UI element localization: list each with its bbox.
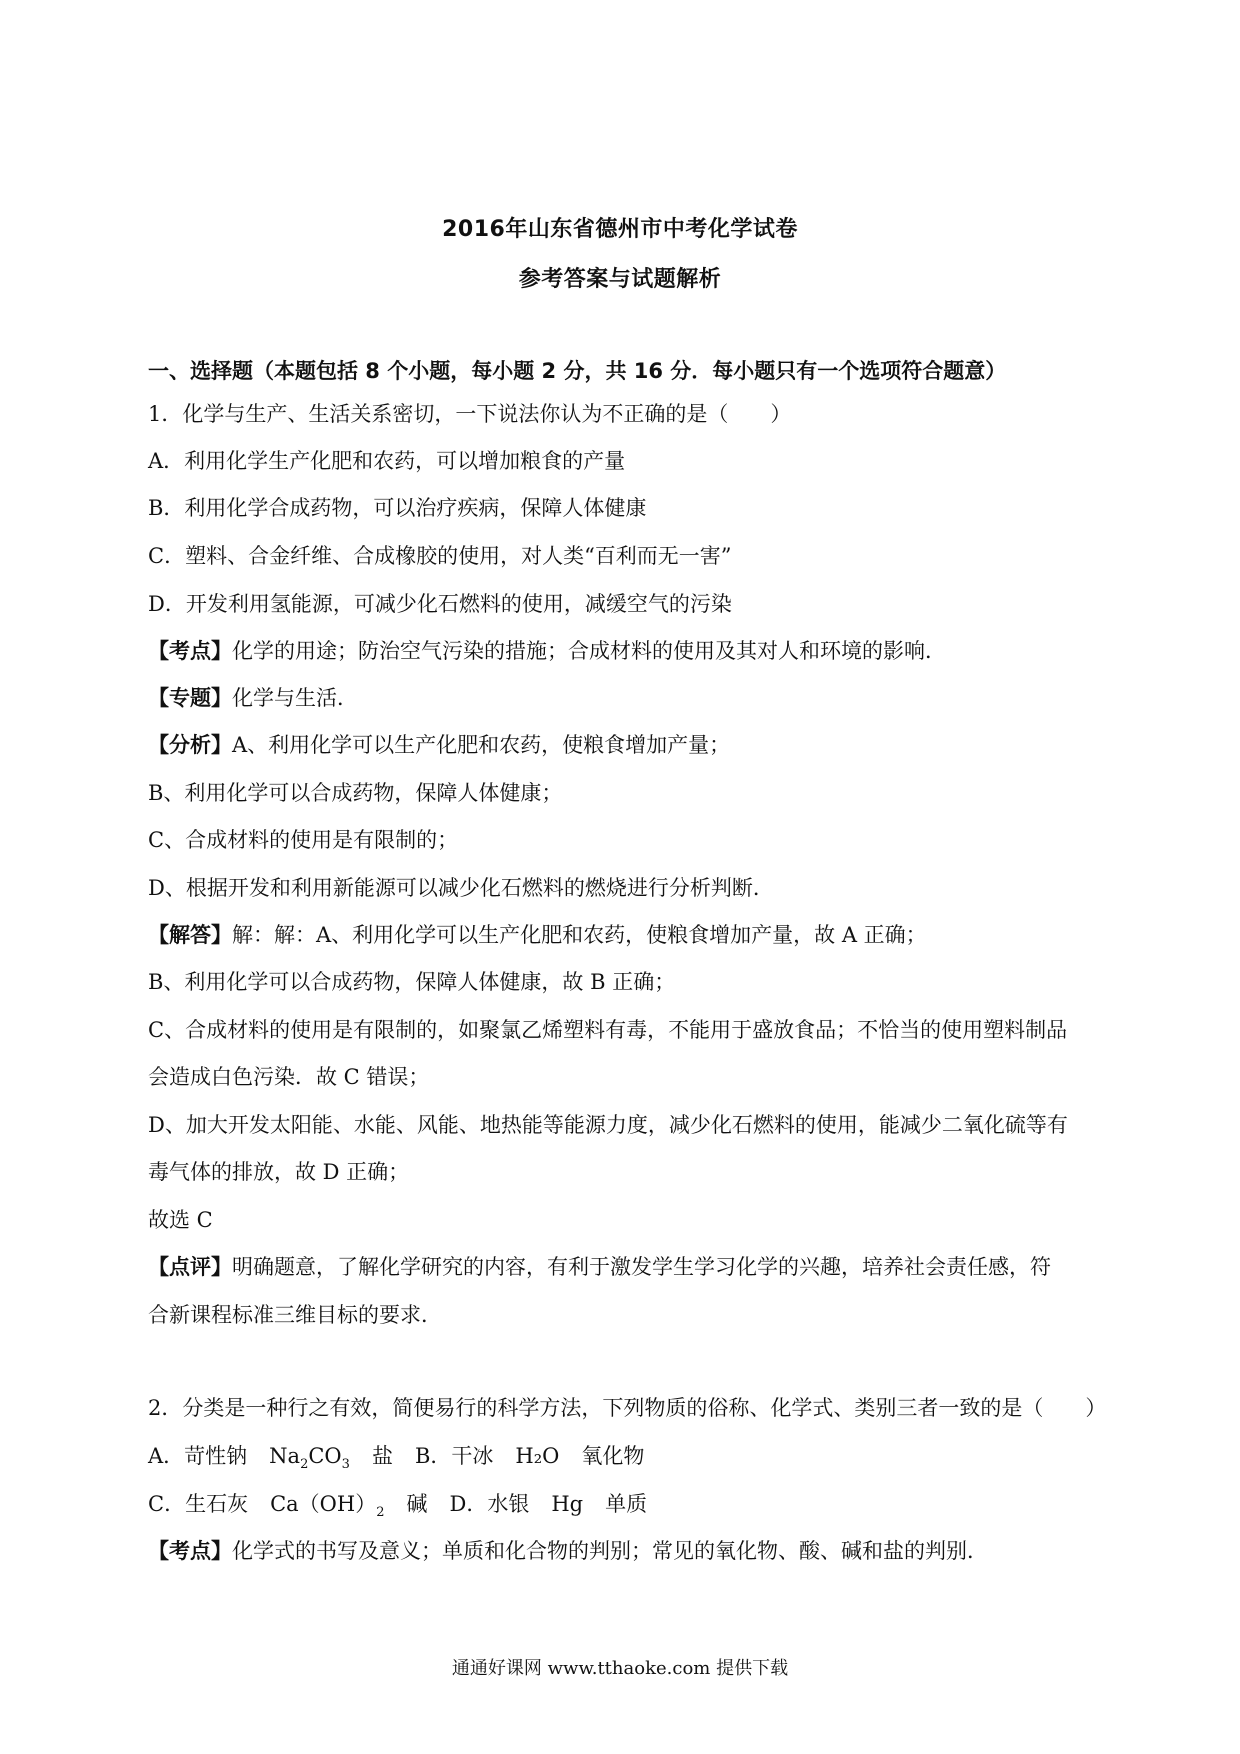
q2-option-d-class: 单质: [605, 1492, 648, 1516]
question-1-option-a: A．利用化学生产化肥和农药，可以增加粮食的产量: [148, 449, 626, 473]
q1-jieda-line-6: 毒气体的排放，故 D 正确；: [148, 1160, 410, 1184]
q1-zhuanti-text: 化学与生活．: [232, 686, 358, 710]
q1-fenxi-line-4: D、根据开发和利用新能源可以减少化石燃料的燃烧进行分析判断．: [148, 876, 774, 900]
page-footer: 通通好课网 www.tthaoke.com 提供下载: [451, 1658, 789, 1679]
q2-kaodian: [148, 1537, 988, 1565]
q1-fenxi-line-1: A、利用化学可以生产化肥和农药，使粮食增加产量；: [232, 733, 731, 757]
q1-jieda-line-7: 故选 C: [148, 1208, 213, 1232]
q1-fenxi-tag: 【分析】: [148, 733, 232, 757]
question-1-stem: 1．化学与生产、生活关系密切，一下说法你认为不正确的是（ ）: [148, 402, 792, 426]
q2-option-c-formula: $Ca(OH)_2$: [270, 1492, 385, 1521]
q1-dianping: [148, 1253, 1051, 1281]
q1-jieda-line-4: 会造成白色污染．故 C 错误；: [148, 1065, 430, 1089]
page-title: 2016年山东省德州市中考化学试卷: [442, 217, 798, 242]
q1-kaodian: [148, 637, 946, 665]
q1-zhuanti: [148, 684, 358, 712]
q1-fenxi: [148, 731, 730, 759]
q1-jieda-tag: 【解答】: [148, 923, 232, 947]
q2-kaodian-tag: 【考点】: [148, 1539, 232, 1563]
q2-option-a-formula: $Na_2CO_3$: [269, 1444, 350, 1473]
q1-jieda-line-3: C、合成材料的使用是有限制的，如聚氯乙烯塑料有毒，不能用于盛放食品；不恰当的使用塑料制品: [148, 1018, 1068, 1042]
q2-option-d-formula: Hg: [551, 1492, 584, 1516]
q2-option-b-label: B．干冰: [414, 1444, 494, 1468]
q1-dianping-line-1: 明确题意，了解化学研究的内容，有利于激发学生学习化学的兴趣，培养社会责任感，符: [232, 1255, 1051, 1279]
section-heading: 一、选择题（本题包括 8 个小题，每小题 2 分，共 16 分．每小题只有一个选项符合题意）: [148, 359, 1007, 383]
q1-kaodian-tag: 【考点】: [148, 639, 232, 663]
question-2-options-row-1: [148, 1442, 644, 1479]
q2-option-c-class: 碱: [406, 1492, 428, 1516]
q2-option-d-label: D．水银: [449, 1492, 530, 1516]
q1-jieda-line-5: D、加大开发太阳能、水能、风能、地热能等能源力度，减少化石燃料的使用，能减少二氧化硫等有: [148, 1113, 1068, 1137]
q2-option-a-class: 盐: [371, 1444, 393, 1468]
question-2-stem: 2．分类是一种行之有效，简便易行的科学方法，下列物质的俗称、化学式、类别三者一致的是（ ）: [148, 1396, 1107, 1420]
q1-dianping-line-2: 合新课程标准三维目标的要求．: [148, 1303, 442, 1327]
q2-option-b-class: 氧化物: [581, 1444, 645, 1468]
q2-option-a-label: A．苛性钠: [148, 1444, 248, 1468]
q1-kaodian-text: 化学的用途；防治空气污染的措施；合成材料的使用及其对人和环境的影响．: [232, 639, 946, 663]
question-1-option-d: D．开发利用氢能源，可减少化石燃料的使用，减缓空气的污染: [148, 592, 732, 616]
page-subtitle: 参考答案与试题解析: [518, 267, 722, 292]
q1-dianping-tag: 【点评】: [148, 1255, 232, 1279]
q2-option-b-formula: H₂O: [515, 1444, 560, 1468]
q1-fenxi-line-3: C、合成材料的使用是有限制的；: [148, 828, 459, 852]
question-1-option-c: C．塑料、合金纤维、合成橡胶的使用，对人类“百利而无一害”: [148, 544, 732, 568]
q1-zhuanti-tag: 【专题】: [148, 686, 232, 710]
q1-fenxi-line-2: B、利用化学可以合成药物，保障人体健康；: [148, 781, 563, 805]
q2-kaodian-text: 化学式的书写及意义；单质和化合物的判别；常见的氧化物、酸、碱和盐的判别．: [232, 1539, 988, 1563]
q1-jieda: [148, 921, 927, 949]
q1-jieda-line-1: 解：解：A、利用化学可以生产化肥和农药，使粮食增加产量，故 A 正确；: [232, 923, 927, 947]
question-1-option-b: B．利用化学合成药物，可以治疗疾病，保障人体健康: [148, 496, 647, 520]
question-2-options-row-2: [148, 1490, 647, 1527]
q2-option-c-label: C．生石灰: [148, 1492, 249, 1516]
q1-jieda-line-2: B、利用化学可以合成药物，保障人体健康，故 B 正确；: [148, 970, 676, 994]
